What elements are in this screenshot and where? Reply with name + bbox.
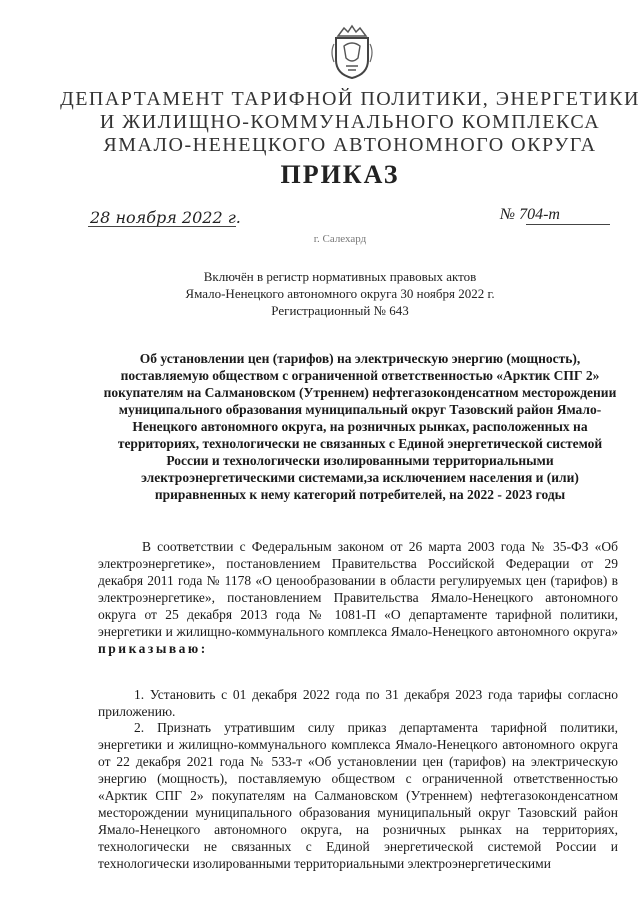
department-name-line-2: И ЖИЛИЩНО-КОММУНАЛЬНОГО КОМПЛЕКСА: [99, 111, 601, 133]
item-2: 2. Признать утратившим силу приказ департамента тарифной политики, энергетики и жилищно-коммунального комплекса Ямало-Ненецкого автономного округа от 22 декабря 2021 года № 533-т «Об установлении цен (тарифов) на электрическую энергию (мощность), поставляемую обществом с ограниченной ответственностью «Арктик СПГ 2» покупателям на Салмановском (Утреннем) нефтегазоконденсатном месторождении муниципального образования муниципальный округ Тазовский район Ямало-Ненецкого автономного округа, на розничных рынках на территориях, технологически не связанных с Единой энергетической системой России и технологически изолированными территориальными электроэнергетическими: [98, 720, 618, 871]
date-underline: [88, 226, 236, 227]
order-date: 28 ноября 2022 г.: [90, 208, 241, 227]
order-number: № 704-т: [500, 206, 560, 223]
preamble-text: В соответствии с Федеральным законом от 26 марта 2003 года № 35-ФЗ «Об электроэнергетике», постановлением Правительства Российской Федерации от 29 декабря 2011 года № 1178 «О ценообразовании в области регулируемых цен (тарифов) в электроэнергетике», постановлением Правительства Ямало-Ненецкого автономного округа от 25 декабря 2013 года № 1081-П «О департаменте тарифной политики, энергетики и жилищно-коммунального комплекса Ямало-Ненецкого автономного округа»: [98, 539, 618, 639]
registry-line-3: Регистрационный № 643: [271, 303, 409, 318]
registry-line-2: Ямало-Ненецкого автономного округа 30 ноября 2022 г.: [185, 286, 495, 301]
preamble-paragraph: [98, 538, 618, 657]
registry-line-1: Включён в регистр нормативных правовых актов: [203, 269, 477, 284]
registry-stamp: [160, 268, 520, 319]
number-underline: [526, 224, 610, 225]
department-name-line-1: ДЕПАРТАМЕНТ ТАРИФНОЙ ПОЛИТИКИ, ЭНЕРГЕТИКИ: [60, 88, 640, 110]
document-title: ПРИКАЗ: [280, 160, 400, 189]
coat-of-arms-icon: [330, 22, 374, 80]
city-label: г. Салехард: [313, 233, 367, 245]
department-name-line-3: ЯМАЛО-НЕНЕЦКОГО АВТОНОМНОГО ОКРУГА: [103, 134, 597, 156]
item-1: 1. Установить с 01 декабря 2022 года по 31 декабря 2023 года тарифы согласно приложению.: [98, 687, 618, 719]
orders-word: приказываю:: [98, 641, 208, 656]
order-subject: Об установлении цен (тарифов) на электрическую энергию (мощность), поставляемую обществом с ограниченной ответственностью «Арктик СПГ 2» покупателям на Салмановском (Утреннем) нефтегазоконденсатном месторождении муниципального образования муниципальный округ Тазовский район Ямало-Ненецкого автономного округа, на розничных рынках, расположенных на территориях, технологически не связанных с Единой энергетической системой России и технологически изолированными территориальными электроэнергетическими системами,за исключением населения и (или) приравненных к нему категорий потребителей, на 2022 - 2023 годы: [103, 351, 617, 502]
